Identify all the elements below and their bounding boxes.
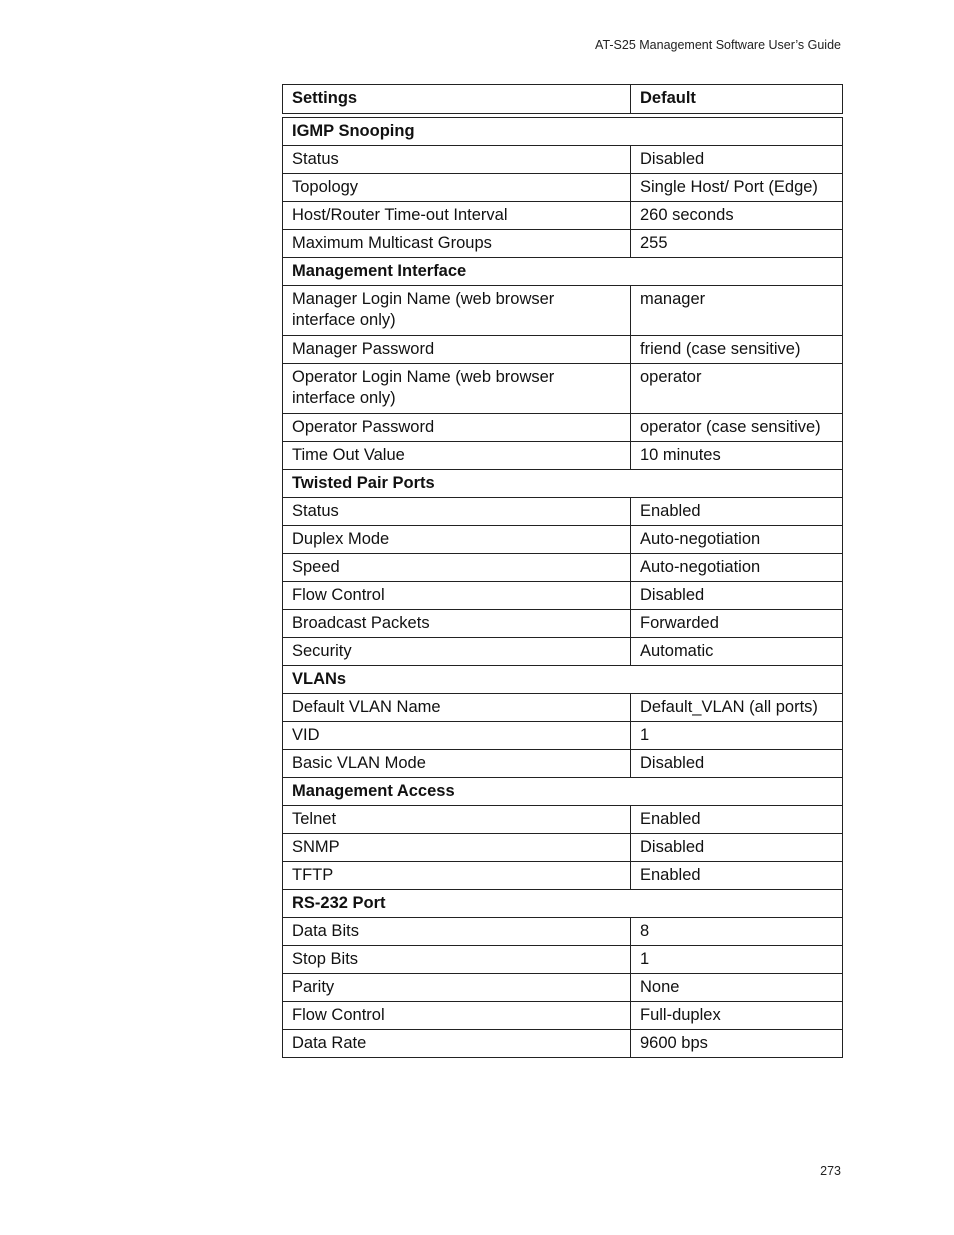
setting-cell: Security	[283, 638, 631, 666]
table-row	[283, 750, 843, 778]
column-header-settings: Settings	[283, 85, 631, 114]
setting-cell: Speed	[283, 554, 631, 582]
setting-cell: Manager Password	[283, 336, 631, 364]
default-settings-table	[282, 84, 842, 1058]
default-cell: 10 minutes	[631, 442, 843, 470]
default-cell: friend (case sensitive)	[631, 336, 843, 364]
setting-cell: TFTP	[283, 862, 631, 890]
setting-cell: Duplex Mode	[283, 526, 631, 554]
setting-cell: Parity	[283, 974, 631, 1002]
section-row	[283, 666, 843, 694]
default-cell: Enabled	[631, 806, 843, 834]
table-row	[283, 834, 843, 862]
default-cell: manager	[631, 286, 843, 336]
default-cell: Enabled	[631, 498, 843, 526]
default-cell: None	[631, 974, 843, 1002]
setting-cell: Operator Login Name (web browser interface only)	[283, 364, 631, 414]
section-row	[283, 778, 843, 806]
default-cell: Forwarded	[631, 610, 843, 638]
table-row	[283, 146, 843, 174]
table-row	[283, 946, 843, 974]
default-cell: Enabled	[631, 862, 843, 890]
default-cell: 9600 bps	[631, 1030, 843, 1058]
table-row	[283, 1030, 843, 1058]
table-row	[283, 414, 843, 442]
table-row	[283, 364, 843, 414]
table-row	[283, 230, 843, 258]
running-header: AT-S25 Management Software User’s Guide	[595, 38, 841, 52]
setting-cell: Default VLAN Name	[283, 694, 631, 722]
default-cell: Disabled	[631, 146, 843, 174]
default-cell: 8	[631, 918, 843, 946]
table-row	[283, 442, 843, 470]
table-row	[283, 336, 843, 364]
section-label: Management Access	[283, 778, 843, 806]
table-row	[283, 638, 843, 666]
setting-cell: SNMP	[283, 834, 631, 862]
table-row	[283, 694, 843, 722]
table-row	[283, 498, 843, 526]
setting-cell: Telnet	[283, 806, 631, 834]
default-cell: Single Host/ Port (Edge)	[631, 174, 843, 202]
table-row	[283, 202, 843, 230]
table-row	[283, 862, 843, 890]
table-row	[283, 554, 843, 582]
section-label: Twisted Pair Ports	[283, 470, 843, 498]
section-label: VLANs	[283, 666, 843, 694]
default-cell: Auto-negotiation	[631, 554, 843, 582]
default-cell: Full-duplex	[631, 1002, 843, 1030]
table-row	[283, 526, 843, 554]
setting-cell: Data Bits	[283, 918, 631, 946]
table-row	[283, 974, 843, 1002]
section-label: Management Interface	[283, 258, 843, 286]
setting-cell: Broadcast Packets	[283, 610, 631, 638]
default-cell: 1	[631, 946, 843, 974]
default-cell: Automatic	[631, 638, 843, 666]
default-cell: 260 seconds	[631, 202, 843, 230]
section-label: IGMP Snooping	[283, 118, 843, 146]
default-cell: 1	[631, 722, 843, 750]
setting-cell: Host/Router Time-out Interval	[283, 202, 631, 230]
setting-cell: Maximum Multicast Groups	[283, 230, 631, 258]
default-cell: operator	[631, 364, 843, 414]
setting-cell: Flow Control	[283, 582, 631, 610]
section-row	[283, 890, 843, 918]
section-label: RS-232 Port	[283, 890, 843, 918]
table-row	[283, 582, 843, 610]
default-cell: Auto-negotiation	[631, 526, 843, 554]
table-header	[282, 84, 843, 114]
table-row	[283, 918, 843, 946]
setting-cell: Data Rate	[283, 1030, 631, 1058]
table-row	[283, 722, 843, 750]
table-row	[283, 174, 843, 202]
section-row	[283, 258, 843, 286]
table-body	[282, 117, 843, 1058]
default-cell: Default_VLAN (all ports)	[631, 694, 843, 722]
default-cell: Disabled	[631, 582, 843, 610]
setting-cell: VID	[283, 722, 631, 750]
default-cell: Disabled	[631, 750, 843, 778]
table-row	[283, 610, 843, 638]
section-row	[283, 118, 843, 146]
setting-cell: Flow Control	[283, 1002, 631, 1030]
setting-cell: Basic VLAN Mode	[283, 750, 631, 778]
default-cell: operator (case sensitive)	[631, 414, 843, 442]
setting-cell: Topology	[283, 174, 631, 202]
page-number: 273	[820, 1164, 841, 1178]
table-row	[283, 806, 843, 834]
setting-cell: Status	[283, 146, 631, 174]
section-row	[283, 470, 843, 498]
table-row	[283, 1002, 843, 1030]
column-header-default: Default	[631, 85, 843, 114]
table-row	[283, 286, 843, 336]
setting-cell: Stop Bits	[283, 946, 631, 974]
default-cell: Disabled	[631, 834, 843, 862]
setting-cell: Manager Login Name (web browser interface only)	[283, 286, 631, 336]
setting-cell: Time Out Value	[283, 442, 631, 470]
setting-cell: Operator Password	[283, 414, 631, 442]
setting-cell: Status	[283, 498, 631, 526]
default-cell: 255	[631, 230, 843, 258]
